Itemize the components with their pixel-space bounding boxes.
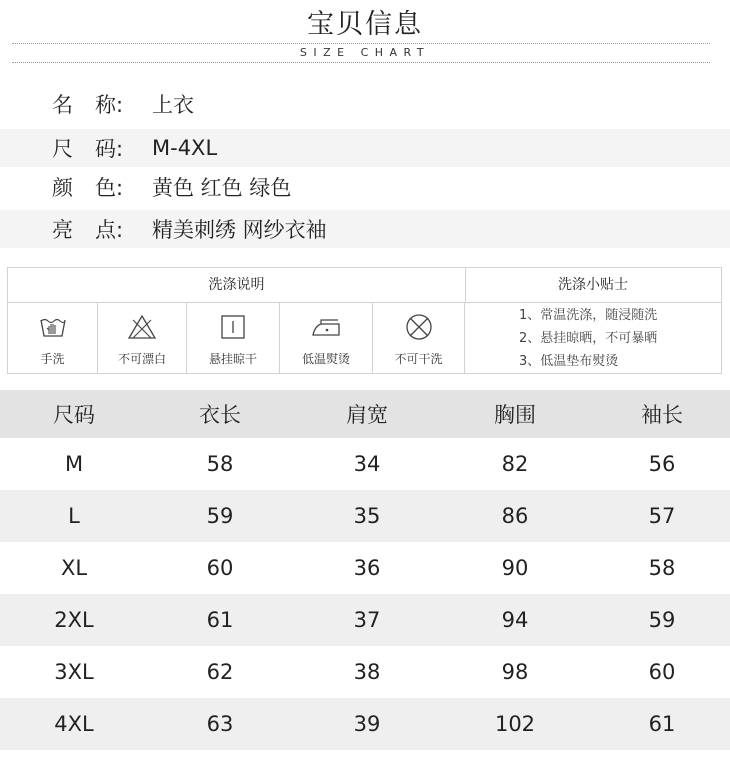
care-no-dry-clean — [373, 302, 465, 373]
table-cell: XL — [60, 556, 88, 580]
table-cell: 98 — [501, 660, 529, 684]
table-cell: 58 — [648, 556, 676, 580]
care-hand-wash — [8, 302, 98, 373]
table-row — [0, 594, 730, 646]
info-row-color — [0, 168, 730, 206]
table-cell: 56 — [648, 452, 676, 476]
washing-tips-title: 洗涤小贴士 — [465, 268, 721, 303]
table-cell: 35 — [353, 504, 381, 528]
hang-dry-icon — [218, 312, 248, 342]
table-row — [0, 698, 730, 750]
care-hang-dry — [187, 302, 280, 373]
care-label: 手洗 — [40, 352, 65, 366]
info-row-highlight — [0, 210, 730, 248]
no-dry-clean-icon — [404, 312, 434, 342]
info-label: 名 称: — [52, 93, 124, 117]
table-cell: 82 — [501, 452, 529, 476]
info-label: 亮 点: — [52, 218, 124, 242]
table-cell: M — [64, 452, 84, 476]
table-cell: L — [68, 504, 80, 528]
table-cell: 37 — [353, 608, 381, 632]
table-cell: 3XL — [54, 660, 94, 684]
info-row-name — [0, 85, 730, 123]
table-row — [0, 438, 730, 490]
table-header-row — [0, 390, 730, 438]
info-value: M-4XL — [152, 136, 218, 160]
table-cell: 39 — [353, 712, 381, 736]
table-cell: 102 — [494, 712, 536, 736]
page-title: 宝贝信息 — [307, 9, 423, 40]
info-label: 颜 色: — [52, 176, 124, 200]
column-header: 尺码 — [53, 403, 95, 427]
column-header: 衣长 — [199, 403, 241, 427]
washing-tips — [465, 304, 721, 373]
table-cell: 61 — [206, 608, 234, 632]
table-cell: 34 — [353, 452, 381, 476]
page-subtitle: SIZE CHART — [299, 46, 431, 59]
care-low-iron — [280, 302, 373, 373]
care-no-bleach — [98, 302, 187, 373]
table-cell: 59 — [206, 504, 234, 528]
table-cell: 57 — [648, 504, 676, 528]
table-cell: 2XL — [54, 608, 94, 632]
size-chart-table — [0, 390, 730, 750]
care-label: 悬挂晾干 — [208, 352, 257, 366]
tip-item: 1、常温洗涤，随浸随洗 — [519, 308, 658, 323]
table-cell: 60 — [648, 660, 676, 684]
tip-item: 2、悬挂晾晒，不可暴晒 — [519, 331, 658, 346]
table-cell: 4XL — [54, 712, 94, 736]
table-cell: 94 — [501, 608, 529, 632]
table-row — [0, 646, 730, 698]
table-cell: 86 — [501, 504, 529, 528]
title-divider-bottom — [12, 62, 710, 63]
table-cell: 38 — [353, 660, 381, 684]
table-cell: 36 — [353, 556, 381, 580]
care-label: 低温熨烫 — [301, 352, 350, 366]
info-row-size — [0, 129, 730, 167]
info-value: 精美刺绣 网纱衣袖 — [152, 218, 327, 242]
table-row — [0, 490, 730, 542]
no-bleach-icon — [127, 312, 157, 342]
info-value: 黄色 红色 绿色 — [152, 176, 292, 200]
washing-instructions — [7, 267, 722, 374]
column-header: 胸围 — [494, 403, 536, 427]
hand-wash-icon — [38, 312, 68, 342]
column-header: 袖长 — [641, 403, 683, 427]
table-row — [0, 542, 730, 594]
low-iron-icon — [311, 312, 341, 342]
table-cell: 60 — [206, 556, 234, 580]
table-cell: 61 — [648, 712, 676, 736]
tip-item: 3、低温垫布熨烫 — [519, 354, 619, 369]
table-cell: 62 — [206, 660, 234, 684]
table-cell: 58 — [206, 452, 234, 476]
washing-title: 洗涤说明 — [8, 268, 466, 303]
table-cell: 90 — [501, 556, 529, 580]
table-cell: 63 — [206, 712, 234, 736]
care-label: 不可漂白 — [117, 352, 166, 366]
care-label: 不可干洗 — [394, 352, 443, 366]
column-header: 肩宽 — [346, 403, 388, 427]
table-cell: 59 — [648, 608, 676, 632]
info-value: 上衣 — [152, 93, 194, 117]
info-label: 尺 码: — [52, 137, 124, 161]
title-divider-top — [12, 43, 710, 44]
